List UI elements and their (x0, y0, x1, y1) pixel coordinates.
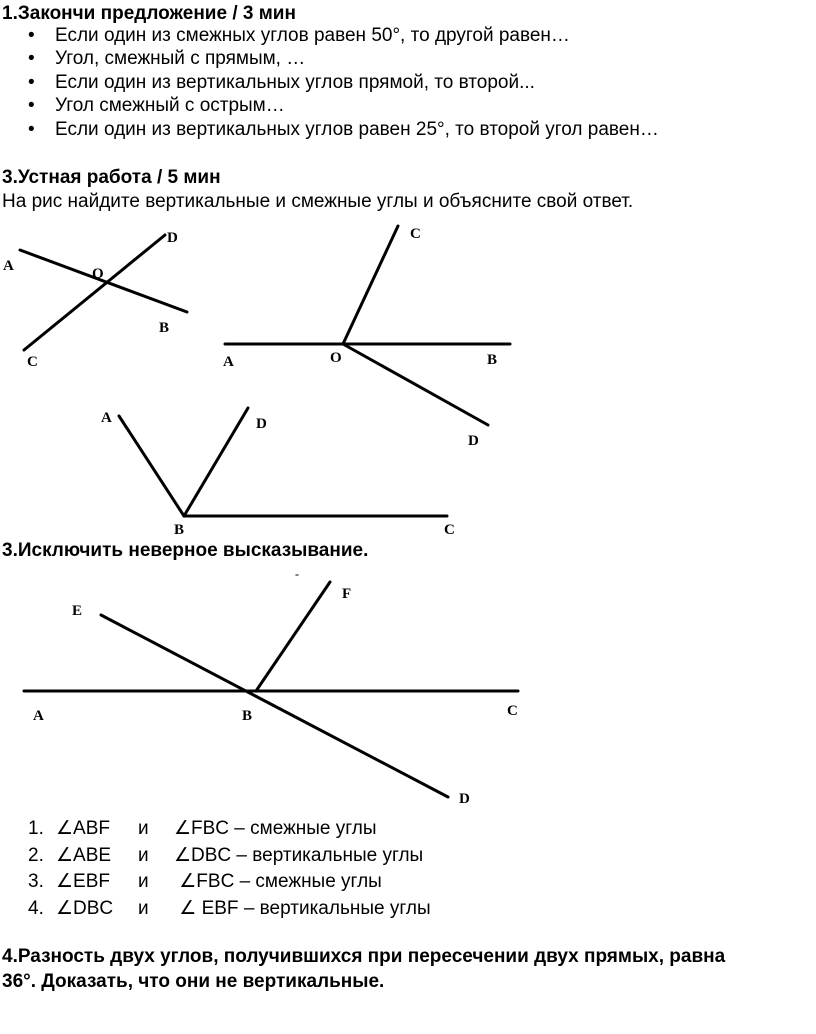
list-item: 2. ∠ABE и ∠DBC – вертикальные углы (28, 844, 424, 866)
task1-heading: 1.Закончи предложение / 3 мин (2, 3, 296, 24)
label-a: A (33, 708, 44, 724)
task4-line2: 36°. Доказать, что они не вертикальные. (2, 971, 385, 992)
label-a: A (3, 258, 14, 274)
label-d: D (256, 416, 267, 432)
task3-statements (28, 816, 431, 922)
ray-bf (256, 582, 330, 691)
list-item: 1. ∠ABF и ∠FBC – смежные углы (28, 818, 377, 839)
label-e: E (72, 603, 83, 619)
list-item: 4. ∠DBC и ∠ EBF – вертикальные углы (28, 897, 431, 919)
list-item: • Угол смежный с острым… (28, 94, 659, 117)
label-c: C (507, 703, 518, 719)
label-d: D (167, 230, 178, 246)
task4-line1: 4.Разность двух углов, получившихся при пересечении двух прямых, равна (2, 946, 726, 967)
label-b: B (487, 352, 498, 368)
label-b: B (174, 522, 185, 538)
label-f: F (342, 586, 352, 602)
list-item: • Угол, смежный с прямым, … (28, 47, 659, 70)
task2-heading: 3.Устная работа / 5 мин (2, 167, 221, 188)
task2-instruction: На рис найдите вертикальные и смежные углы и объясните свой ответ. (2, 191, 634, 212)
label-a: A (223, 354, 234, 370)
label-b: B (242, 708, 253, 724)
label-c: C (410, 226, 421, 242)
list-item: • Если один из вертикальных углов прямой, то второй... (28, 71, 659, 94)
tick-mark: - (295, 567, 299, 581)
line-ed (101, 615, 448, 797)
task3-heading: 3.Исключить неверное высказывание. (2, 540, 369, 561)
list-item: 3. ∠EBF и ∠FBC – смежные углы (28, 871, 382, 892)
label-d: D (468, 433, 479, 449)
list-item: • Если один из смежных углов равен 50°, то другой равен… (28, 24, 659, 47)
list-item: • Если один из вертикальных углов равен 25°, то второй угол равен… (28, 118, 659, 141)
label-b: B (159, 320, 170, 336)
label-c: C (27, 354, 38, 370)
label-o: O (330, 350, 342, 366)
label-a: A (101, 410, 112, 426)
label-c: C (444, 522, 455, 538)
label-d: D (459, 791, 470, 807)
label-o: O (92, 266, 104, 282)
